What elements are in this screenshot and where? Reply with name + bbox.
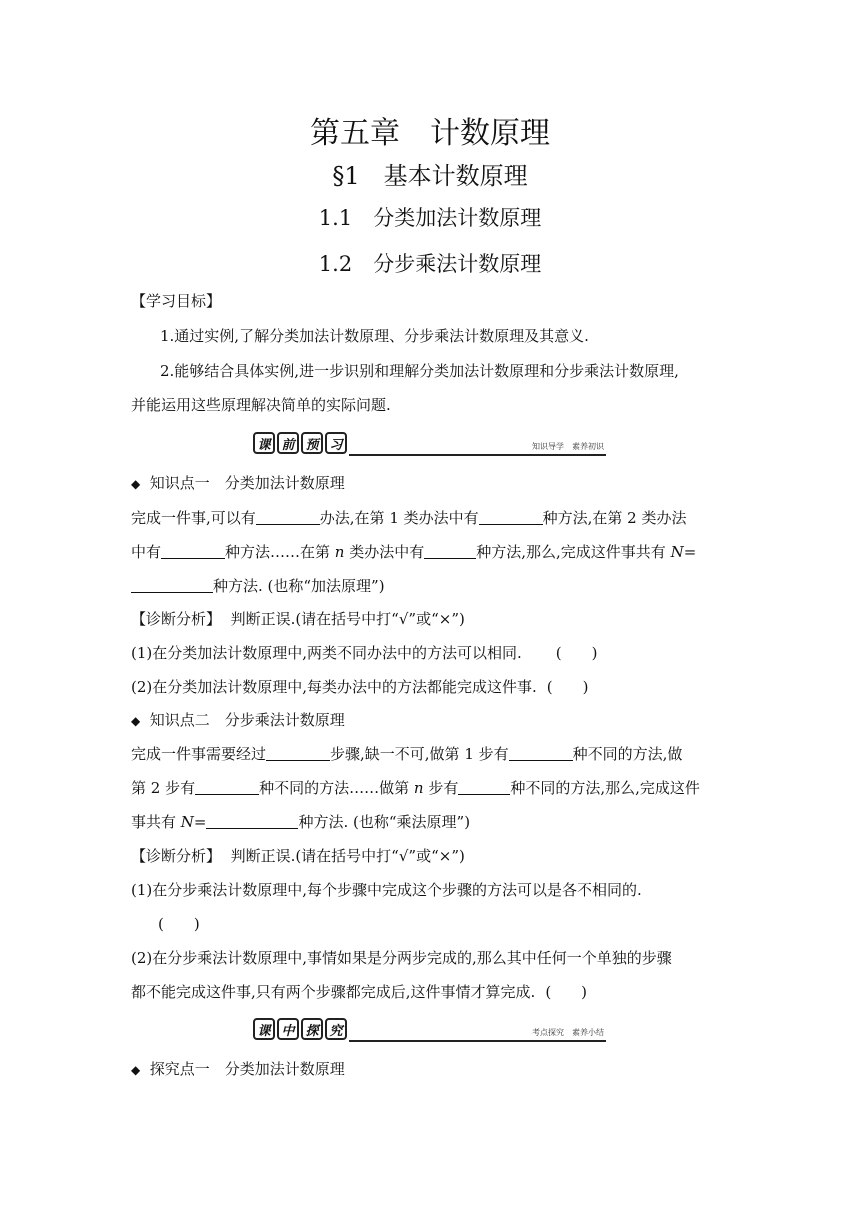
banner-rule — [349, 1040, 606, 1042]
diagnosis-text: 判断正误.(请在括号中打“√”或“×”) — [230, 847, 465, 865]
text: 种方法,那么,完成这件事共有 — [476, 543, 671, 561]
goal-item-1: 1.通过实例,了解分类加法计数原理、分步乘法计数原理及其意义. — [160, 327, 589, 345]
diamond-icon: ◆ — [131, 477, 141, 491]
diagnosis-label: 【诊断分析】 — [131, 610, 222, 628]
kp2-diagnosis — [131, 845, 465, 866]
text: 种方法,在第 2 类办法 — [542, 509, 687, 527]
fill-blank[interactable] — [509, 746, 573, 761]
explore-point-1-heading — [131, 1058, 345, 1079]
diagnosis-label: 【诊断分析】 — [131, 847, 222, 865]
diamond-icon: ◆ — [131, 1063, 141, 1077]
text: 种不同的方法……做第 — [259, 779, 414, 797]
fill-blank[interactable] — [266, 746, 330, 761]
kp2-question-2-line-2 — [131, 981, 587, 1002]
kp1-paragraph-line-2 — [131, 541, 696, 562]
fill-blank[interactable] — [458, 780, 510, 795]
variable-N: N — [180, 813, 194, 831]
chapter-title: 第五章 计数原理 — [310, 116, 550, 151]
goal-item-2-line-1: 2.能够结合具体实例,进一步识别和理解分类加法计数原理和分步乘法计数原理, — [160, 362, 679, 380]
heading-text: 探究点一 分类加法计数原理 — [149, 1060, 345, 1078]
text: 类办法中有 — [344, 543, 425, 561]
section-title: §1 基本计数原理 — [332, 162, 528, 190]
text: 中有 — [131, 543, 162, 561]
text: 种方法. (也称“乘法原理”) — [298, 813, 471, 831]
fill-blank[interactable] — [206, 814, 298, 829]
banner-subtitle: 知识导学 素养初识 — [532, 442, 604, 451]
section-banner-preview — [253, 430, 606, 460]
banner-badge — [253, 1018, 349, 1040]
kp2-question-1-answer[interactable]: ( ) — [158, 915, 200, 933]
text: 完成一件事,可以有 — [131, 509, 256, 527]
heading-text: 知识点二 分步乘法计数原理 — [149, 711, 345, 729]
kp2-paragraph-line-1 — [131, 743, 682, 764]
subsection-title-2: 1.2 分步乘法计数原理 — [318, 252, 542, 276]
question-text: 都不能完成这件事,只有两个步骤都完成后,这件事情才算完成. — [131, 983, 536, 1001]
variable-n: n — [413, 779, 424, 797]
text: = — [683, 543, 697, 561]
banner-char: 预 — [301, 432, 323, 454]
kp1-question-1 — [131, 642, 598, 663]
text: 完成一件事需要经过 — [131, 745, 267, 763]
diamond-icon: ◆ — [131, 714, 141, 728]
subsection-title-1: 1.1 分类加法计数原理 — [318, 206, 542, 230]
text: 步有 — [423, 779, 459, 797]
goals-heading: 【学习目标】 — [131, 292, 222, 310]
banner-char: 中 — [277, 1018, 299, 1040]
answer-brackets[interactable]: ( ) — [555, 644, 598, 662]
fill-blank[interactable] — [256, 510, 320, 525]
kp2-question-1: (1)在分步乘法计数原理中,每个步骤中完成这个步骤的方法可以是各不相同的. — [131, 881, 642, 899]
text: 步骤,缺一不可,做第 1 步有 — [330, 745, 509, 763]
heading-text: 知识点一 分类加法计数原理 — [149, 474, 345, 492]
text: = — [193, 813, 207, 831]
text: 第 2 步有 — [131, 779, 196, 797]
variable-N: N — [670, 543, 684, 561]
banner-badge — [253, 432, 349, 454]
fill-blank[interactable] — [195, 780, 259, 795]
section-banner-explore — [253, 1016, 606, 1046]
banner-char: 究 — [325, 1018, 347, 1040]
banner-char: 前 — [277, 432, 299, 454]
text: 种方法……在第 — [225, 543, 335, 561]
fill-blank[interactable] — [161, 544, 225, 559]
diagnosis-text: 判断正误.(请在括号中打“√”或“×”) — [230, 610, 465, 628]
question-text: (1)在分类加法计数原理中,两类不同办法中的方法可以相同. — [131, 644, 522, 662]
kp1-diagnosis — [131, 608, 465, 629]
answer-brackets[interactable]: ( ) — [546, 678, 589, 696]
question-text: (2)在分类加法计数原理中,每类办法中的方法都能完成这件事. — [131, 678, 537, 696]
knowledge-point-1-heading — [131, 472, 345, 493]
kp2-paragraph-line-3 — [131, 811, 470, 832]
banner-char: 习 — [325, 432, 347, 454]
text: 种不同的方法,那么,完成这件 — [510, 779, 700, 797]
kp1-paragraph-line-1 — [131, 507, 687, 528]
fill-blank[interactable] — [131, 578, 213, 593]
knowledge-point-2-heading — [131, 709, 345, 730]
kp1-paragraph-line-3 — [131, 575, 385, 596]
text: 种不同的方法,做 — [572, 745, 683, 763]
goal-item-2-line-2: 并能运用这些原理解决简单的实际问题. — [131, 396, 391, 414]
kp1-question-2 — [131, 676, 589, 697]
text: 种方法. (也称“加法原理”) — [213, 577, 385, 595]
kp2-paragraph-line-2 — [131, 777, 700, 798]
text: 事共有 — [131, 813, 181, 831]
banner-char: 课 — [253, 1018, 275, 1040]
banner-char: 课 — [253, 432, 275, 454]
banner-rule — [349, 454, 606, 456]
fill-blank[interactable] — [424, 544, 476, 559]
answer-brackets[interactable]: ( ) — [545, 983, 588, 1001]
fill-blank[interactable] — [479, 510, 543, 525]
banner-subtitle: 考点探究 素养小结 — [532, 1028, 604, 1037]
text: 办法,在第 1 类办法中有 — [319, 509, 479, 527]
variable-n: n — [334, 543, 345, 561]
kp2-question-2-line-1: (2)在分步乘法计数原理中,事情如果是分两步完成的,那么其中任何一个单独的步骤 — [131, 949, 672, 967]
banner-char: 探 — [301, 1018, 323, 1040]
